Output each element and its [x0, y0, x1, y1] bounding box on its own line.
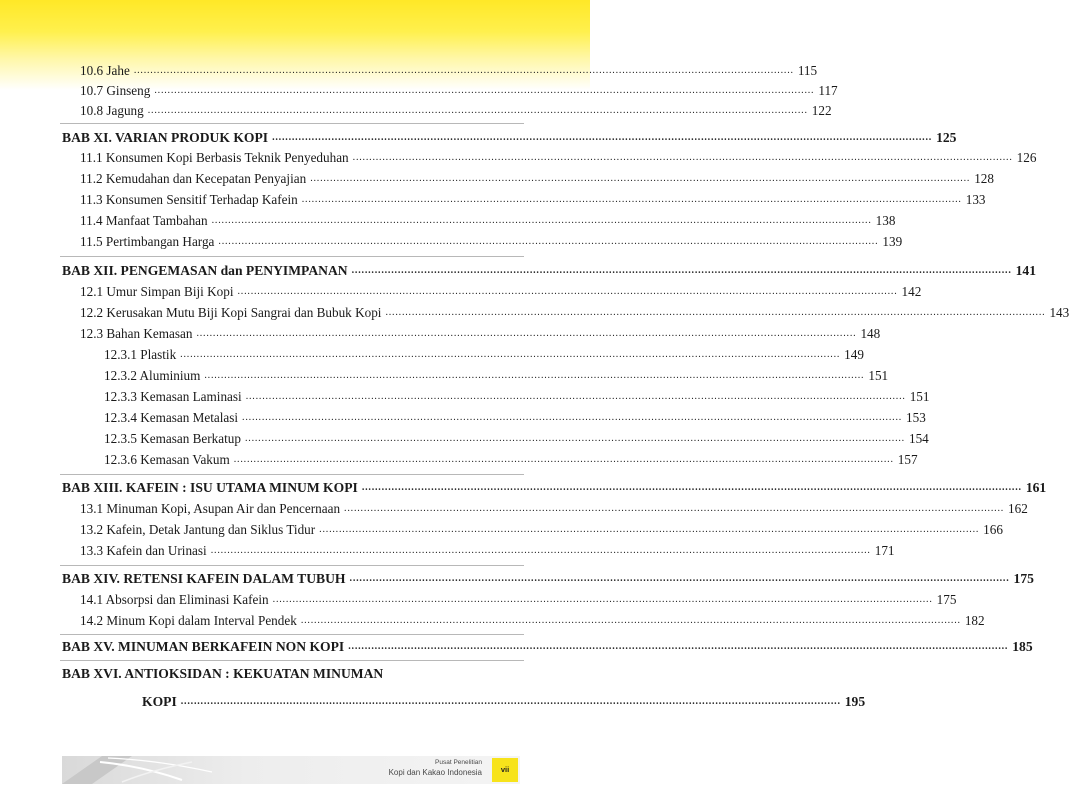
dot-leader: ........................................................................................................................................................................................................	[245, 391, 906, 402]
dot-leader: ........................................................................................................................................................................................................	[310, 173, 971, 184]
toc-subentry[interactable]	[104, 409, 926, 427]
toc-chapter-label: KOPI	[142, 694, 177, 709]
chapter-divider	[60, 634, 524, 635]
toc-chapter-label: BAB XI. VARIAN PRODUK KOPI	[62, 130, 269, 145]
toc-entry-label: 10.6 Jahe	[80, 63, 130, 78]
dot-leader: ........................................................................................................................................................................................................	[272, 594, 933, 605]
toc-entry[interactable]	[80, 233, 903, 251]
toc-entry-page: 166	[983, 522, 1003, 537]
footer-institution-line1: Pusat Penelitian	[435, 759, 482, 766]
footer-institution-line2: Kopi dan Kakao Indonesia	[388, 768, 482, 777]
dot-leader: ........................................................................................................................................................................................................	[300, 615, 961, 626]
dot-leader: ........................................................................................................................................................................................................	[211, 215, 872, 226]
toc-entry-page: 122	[811, 103, 832, 118]
toc-entry-page: 115	[797, 63, 818, 78]
toc-entry-page: 185	[1012, 639, 1033, 654]
toc-entry-page: 171	[874, 543, 895, 558]
toc-entry-label: 12.1 Umur Simpan Biji Kopi	[80, 284, 234, 299]
toc-entry-label: 10.8 Jagung	[80, 103, 144, 118]
chapter-divider	[60, 660, 524, 661]
toc-entry-page: 161	[1025, 480, 1047, 495]
toc-entry-page: 143	[1049, 305, 1069, 320]
toc-entry-page: 153	[906, 410, 926, 425]
toc-entry-label: 12.3.5 Kemasan Berkatup	[104, 431, 241, 446]
dot-leader: ........................................................................................................................................................................................................	[351, 265, 1012, 276]
toc-entry-page: 142	[901, 284, 922, 299]
dot-leader: ........................................................................................................................................................................................................	[344, 503, 1005, 514]
dot-leader: ........................................................................................................................................................................................................	[244, 433, 905, 444]
chapter-divider	[60, 256, 524, 257]
toc-entry[interactable]	[80, 212, 896, 230]
dot-leader: ........................................................................................................................................................................................................	[385, 307, 1046, 318]
toc-entry-page: 133	[965, 192, 986, 207]
dot-leader: ........................................................................................................................................................................................................	[180, 696, 841, 707]
dot-leader: ........................................................................................................................................................................................................	[361, 482, 1022, 493]
dot-leader: ........................................................................................................................................................................................................	[133, 65, 794, 76]
toc-chapter-entry[interactable]	[62, 665, 524, 683]
toc-entry-label: 12.3.6 Kemasan Vakum	[104, 452, 230, 467]
toc-entry-page: 126	[1016, 150, 1037, 165]
page-footer	[62, 756, 520, 784]
toc-entry[interactable]	[80, 149, 1037, 167]
toc-entry[interactable]	[80, 304, 1069, 322]
toc-entry-label: 14.2 Minum Kopi dalam Interval Pendek	[80, 613, 297, 628]
toc-entry-page: 151	[868, 368, 889, 383]
toc-entry-page: 128	[974, 171, 994, 186]
toc-entry-label: 10.7 Ginseng	[80, 83, 151, 98]
toc-entry-label: 12.3 Bahan Kemasan	[80, 326, 193, 341]
toc-entry-label: 11.3 Konsumen Sensitif Terhadap Kafein	[80, 192, 298, 207]
toc-subentry[interactable]	[104, 451, 918, 469]
toc-entry-page: 125	[936, 130, 957, 145]
toc-subentry[interactable]	[104, 430, 929, 448]
toc-entry-page: 154	[908, 431, 929, 446]
toc-entry[interactable]	[80, 612, 985, 630]
footer-institution	[389, 758, 482, 779]
toc-entry-label: 13.2 Kafein, Detak Jantung dan Siklus Tidur	[80, 522, 316, 537]
dot-leader: ........................................................................................................................................................................................................	[196, 328, 857, 339]
toc-chapter-label: BAB XIII. KAFEIN : ISU UTAMA MINUM KOPI	[62, 480, 358, 495]
toc-entry-label: 11.4 Manfaat Tambahan	[80, 213, 208, 228]
toc-chapter-entry-continued[interactable]	[142, 693, 866, 711]
toc-entry-label: 11.2 Kemudahan dan Kecepatan Penyajian	[80, 171, 307, 186]
dot-leader: ........................................................................................................................................................................................................	[319, 524, 980, 535]
toc-entry-label: 12.2 Kerusakan Mutu Biji Kopi Sangrai dan Bubuk Kopi	[80, 305, 382, 320]
dot-leader: ........................................................................................................................................................................................................	[242, 412, 903, 423]
toc-entry[interactable]	[80, 500, 1028, 518]
toc-entry-label: 13.1 Minuman Kopi, Asupan Air dan Pencernaan	[80, 501, 341, 516]
toc-entry-label: 12.3.4 Kemasan Metalasi	[104, 410, 239, 425]
toc-entry-page: 162	[1008, 501, 1028, 516]
toc-entry-page: 117	[818, 83, 838, 98]
chapter-divider	[60, 565, 524, 566]
footer-swoosh-graphic	[62, 756, 242, 784]
toc-chapter-entry[interactable]	[62, 129, 957, 147]
toc-entry[interactable]	[80, 283, 922, 301]
toc-entry-label: 12.3.1 Plastik	[104, 347, 177, 362]
toc-entry-label: 13.3 Kafein dan Urinasi	[80, 543, 207, 558]
toc-chapter-label: BAB XII. PENGEMASAN dan PENYIMPANAN	[62, 263, 348, 278]
page-number-badge: vii	[492, 758, 518, 782]
toc-entry-label: 11.1 Konsumen Kopi Berbasis Teknik Penyeduhan	[80, 150, 349, 165]
toc-entry-page: 151	[909, 389, 930, 404]
toc-entry-page: 195	[844, 694, 866, 709]
toc-entry-page: 182	[964, 613, 985, 628]
dot-leader: ........................................................................................................................................................................................................	[272, 132, 933, 143]
dot-leader: ........................................................................................................................................................................................................	[233, 454, 894, 465]
dot-leader: ........................................................................................................................................................................................................	[147, 105, 808, 116]
dot-leader: ........................................................................................................................................................................................................	[352, 152, 1013, 163]
toc-entry-label: 14.1 Absorpsi dan Eliminasi Kafein	[80, 592, 269, 607]
toc-entry-page: 148	[860, 326, 881, 341]
toc-chapter-entry[interactable]	[62, 262, 1037, 280]
toc-subentry[interactable]	[104, 367, 889, 385]
toc-subentry[interactable]	[104, 388, 930, 406]
toc-entry-label: 11.5 Pertimbangan Harga	[80, 234, 215, 249]
toc-entry[interactable]	[80, 102, 832, 120]
toc-entry-page: 138	[875, 213, 896, 228]
toc-entry[interactable]	[80, 62, 818, 80]
toc-entry-page: 175	[1013, 571, 1034, 586]
chapter-divider	[60, 474, 524, 475]
dot-leader: ........................................................................................................................................................................................................	[348, 641, 1009, 652]
chapter-divider	[60, 123, 524, 124]
toc-entry-page: 157	[897, 452, 918, 467]
toc-entry-page: 141	[1015, 263, 1037, 278]
toc-chapter-entry[interactable]	[62, 638, 1033, 656]
dot-leader: ........................................................................................................................................................................................................	[218, 236, 879, 247]
toc-entry[interactable]	[80, 325, 881, 343]
toc-chapter-entry[interactable]	[62, 570, 1034, 588]
dot-leader: ........................................................................................................................................................................................................	[210, 545, 871, 556]
toc-chapter-entry[interactable]	[62, 479, 1047, 497]
toc-chapter-label: BAB XVI. ANTIOKSIDAN : KEKUATAN MINUMAN	[62, 666, 384, 681]
toc-entry-page: 139	[882, 234, 903, 249]
toc-entry[interactable]	[80, 82, 838, 100]
toc-entry-page: 175	[936, 592, 957, 607]
dot-leader: ........................................................................................................................................................................................................	[154, 85, 815, 96]
toc-chapter-label: BAB XV. MINUMAN BERKAFEIN NON KOPI	[62, 639, 345, 654]
toc-entry[interactable]	[80, 591, 957, 609]
toc-entry[interactable]	[80, 521, 1003, 539]
toc-entry-label: 12.3.3 Kemasan Laminasi	[104, 389, 242, 404]
dot-leader: ........................................................................................................................................................................................................	[204, 370, 865, 381]
toc-entry-label: 12.3.2 Aluminium	[104, 368, 201, 383]
dot-leader: ........................................................................................................................................................................................................	[349, 573, 1010, 584]
toc-entry-page: 149	[844, 347, 864, 362]
dot-leader: ........................................................................................................................................................................................................	[237, 286, 898, 297]
toc-chapter-label: BAB XIV. RETENSI KAFEIN DALAM TUBUH	[62, 571, 346, 586]
toc-entry[interactable]	[80, 170, 994, 188]
toc-entry[interactable]	[80, 191, 986, 209]
toc-entry[interactable]	[80, 542, 895, 560]
dot-leader: ........................................................................................................................................................................................................	[301, 194, 962, 205]
dot-leader: ........................................................................................................................................................................................................	[180, 349, 841, 360]
toc-subentry[interactable]	[104, 346, 864, 364]
